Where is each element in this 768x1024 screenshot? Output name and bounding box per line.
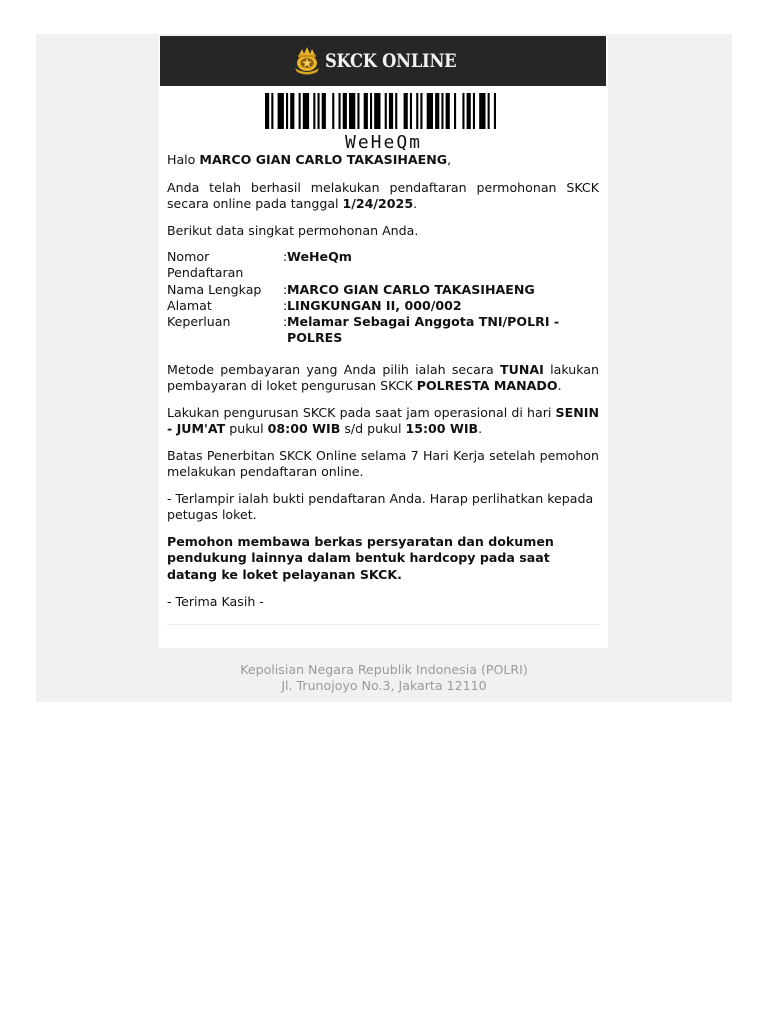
deadline-paragraph: Batas Penerbitan SKCK Online selama 7 Hari Kerja setelah pemohon melakukan pendaftaran online. [167,448,599,480]
barcode-bar [435,93,439,129]
barcode-bar [318,93,320,129]
barcode-bar [303,93,309,129]
barcode-bar [349,93,355,129]
brand-title: SKCK ONLINE [325,50,457,72]
summary-intro: Berikut data singkat permohonan Anda. [167,223,419,238]
footer-address: Jl. Trunojoyo No.3, Jakarta 12110 [281,678,487,693]
hours-text: Lakukan pengurusan SKCK pada saat jam operasional di hari [167,405,556,420]
detail-value: MARCO GIAN CARLO TAKASIHAENG [287,282,535,297]
payment-text-2: lakukan pembayaran di loket pengurusan SKCK [167,362,599,394]
payment-paragraph [167,362,599,395]
hours-text-2: pukul [225,421,268,437]
barcode-bar [404,93,408,129]
barcode-bar [265,93,269,129]
barcode-bar [416,93,418,129]
barcode-bar [441,93,443,129]
barcode-bar [299,93,301,129]
detail-label: Nomor Pendaftaran [167,249,244,281]
barcode-bar [395,93,397,129]
detail-colon: : [283,298,288,313]
barcode-bar [410,93,412,129]
payment-text: Metode pembayaran yang Anda pilih ialah secara [167,362,501,377]
hours-days: SENIN - JUM'AT [167,405,599,437]
email-background [36,34,732,702]
header-bar [160,36,606,86]
payment-end: . [557,378,562,394]
barcode-bar [290,93,294,129]
notice-paragraph: Pemohon membawa berkas persyaratan dan dokumen pendukung lainnya dalam bentuk hardcopy pada saat datang ke loket pelayanan SKCK. [167,534,554,582]
barcode-bar [385,93,387,129]
barcode-bar [467,93,471,129]
detail-label: Keperluan [167,314,231,329]
payment-method: TUNAI [500,362,544,377]
barcode-bar [343,93,347,129]
barcode-bar [374,93,380,129]
detail-label: Alamat [167,298,212,313]
barcode-bar [370,93,372,129]
detail-label: Nama Lengkap [167,282,262,297]
barcode-bar [454,93,456,129]
intro-text: Anda telah berhasil melakukan pendaftaran permohonan SKCK secara online pada tanggal [167,180,599,212]
detail-value: LINGKUNGAN II, 000/002 [287,298,462,313]
divider [167,624,599,625]
barcode-bar [420,93,422,129]
detail-colon: : [283,282,288,297]
greeting-name: MARCO GIAN CARLO TAKASIHAENG [199,152,448,167]
barcode-image [265,93,501,129]
barcode-bar [479,93,485,129]
detail-colon: : [283,249,288,264]
barcode-bar [494,93,496,129]
barcode-bar [322,93,326,129]
intro-paragraph [167,180,599,213]
greeting [167,152,599,168]
barcode-bar [332,93,334,129]
registration-date: 1/24/2025 [342,196,414,212]
barcode-bar [427,93,433,129]
barcode-bar [364,93,368,129]
barcode-bar [278,93,284,129]
barcode-bar [446,93,450,129]
barcode-bar [339,93,341,129]
detail-value: WeHeQm [287,249,352,264]
barcode-bar [286,93,288,129]
footer-org: Kepolisian Negara Republik Indonesia (POLRI) [240,662,528,677]
attachment-paragraph: - Terlampir ialah bukti pendaftaran Anda. Harap perlihatkan kepada petugas loket. [167,491,594,523]
greeting-suffix: , [447,152,452,167]
hours-start: 08:00 WIB [267,421,341,437]
hours-period: . [478,421,483,437]
barcode-text: WeHeQm [344,132,423,153]
police-emblem-icon [291,46,323,76]
email-card [159,36,608,648]
detail-colon: : [283,314,288,329]
hours-end: 15:00 WIB [405,421,479,437]
barcode-bar [357,93,359,129]
detail-value: Melamar Sebagai Anggota TNI/POLRI - POLRES [287,314,560,346]
greeting-prefix: Halo [167,152,200,167]
hours-text-3: s/d pukul [340,421,406,437]
payment-office: POLRESTA MANADO [416,378,558,394]
barcode-bar [462,93,464,129]
hours-paragraph [167,405,599,438]
thanks-text: - Terima Kasih - [167,594,264,609]
barcode-bar [271,93,273,129]
barcode-bar [389,93,393,129]
barcode-bar [488,93,490,129]
intro-end: . [413,196,418,212]
barcode-bar [473,93,475,129]
barcode-bar [313,93,315,129]
